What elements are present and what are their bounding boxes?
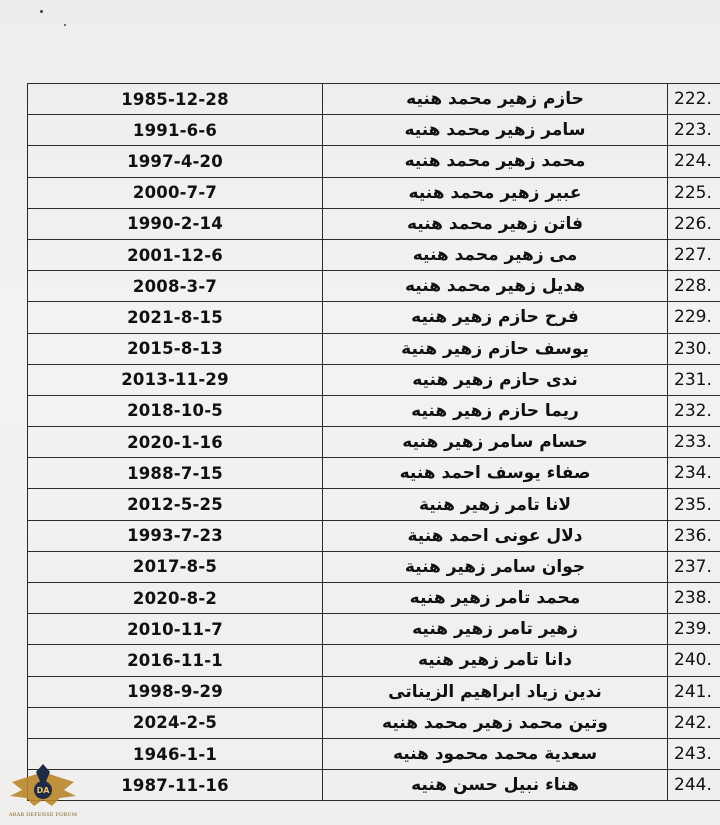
birth-date-cell: 1990-2-14	[28, 208, 323, 239]
full-name-cell: فاتن زهير محمد هنيه	[323, 208, 668, 239]
table-row	[28, 770, 720, 801]
birth-date-cell: 1987-11-16	[28, 770, 323, 801]
row-number-cell: 228.	[668, 271, 720, 302]
row-number-cell: 223.	[668, 115, 720, 146]
row-number-cell: 235.	[668, 489, 720, 520]
full-name-cell: جوان سامر زهير هنية	[323, 551, 668, 582]
row-number-cell: 240.	[668, 645, 720, 676]
table-row	[28, 520, 720, 551]
full-name-cell: صفاء يوسف احمد هنيه	[323, 458, 668, 489]
row-number-cell: 231.	[668, 364, 720, 395]
row-number-cell: 242.	[668, 707, 720, 738]
table-row	[28, 271, 720, 302]
row-number-cell: 226.	[668, 208, 720, 239]
birth-date-cell: 2013-11-29	[28, 364, 323, 395]
table-row	[28, 146, 720, 177]
birth-date-cell: 2015-8-13	[28, 333, 323, 364]
eagle-emblem-icon	[4, 760, 82, 816]
speck-mark	[64, 24, 66, 26]
table-row	[28, 333, 720, 364]
table-row	[28, 208, 720, 239]
row-number-cell: 241.	[668, 676, 720, 707]
row-number-cell: 224.	[668, 146, 720, 177]
table-row	[28, 551, 720, 582]
birth-date-cell: 2021-8-15	[28, 302, 323, 333]
birth-date-cell: 2010-11-7	[28, 614, 323, 645]
full-name-cell: حسام سامر زهير هنيه	[323, 427, 668, 458]
full-name-cell: مى زهير محمد هنيه	[323, 239, 668, 270]
row-number-cell: 239.	[668, 614, 720, 645]
birth-date-cell: 2000-7-7	[28, 177, 323, 208]
full-name-cell: يوسف حازم زهير هنية	[323, 333, 668, 364]
row-number-cell: 243.	[668, 738, 720, 769]
table-row	[28, 84, 720, 115]
full-name-cell: هديل زهير محمد هنيه	[323, 271, 668, 302]
row-number-cell: 222.	[668, 84, 720, 115]
row-number-cell: 233.	[668, 427, 720, 458]
full-name-cell: محمد زهير محمد هنيه	[323, 146, 668, 177]
full-name-cell: محمد تامر زهير هنيه	[323, 583, 668, 614]
row-number-cell: 227.	[668, 239, 720, 270]
names-table-body	[28, 84, 720, 801]
full-name-cell: ندى حازم زهير هنيه	[323, 364, 668, 395]
table-row	[28, 738, 720, 769]
row-number-cell: 232.	[668, 395, 720, 426]
birth-date-cell: 1985-12-28	[28, 84, 323, 115]
row-number-cell: 237.	[668, 551, 720, 582]
watermark-initials: DA	[36, 786, 50, 795]
table-row	[28, 364, 720, 395]
table-row	[28, 115, 720, 146]
table-row	[28, 395, 720, 426]
birth-date-cell: 2020-8-2	[28, 583, 323, 614]
birth-date-cell: 2017-8-5	[28, 551, 323, 582]
full-name-cell: زهير تامر زهير هنيه	[323, 614, 668, 645]
table-row	[28, 177, 720, 208]
row-number-cell: 229.	[668, 302, 720, 333]
table-row	[28, 427, 720, 458]
full-name-cell: فرح حازم زهير هنيه	[323, 302, 668, 333]
full-name-cell: دلال عونى احمد هنية	[323, 520, 668, 551]
table-row	[28, 489, 720, 520]
birth-date-cell: 1993-7-23	[28, 520, 323, 551]
table-row	[28, 707, 720, 738]
table-row	[28, 239, 720, 270]
row-number-cell: 225.	[668, 177, 720, 208]
full-name-cell: دانا تامر زهير هنيه	[323, 645, 668, 676]
birth-date-cell: 2012-5-25	[28, 489, 323, 520]
speck-mark	[40, 10, 43, 13]
birth-date-cell: 1988-7-15	[28, 458, 323, 489]
birth-date-cell: 2024-2-5	[28, 707, 323, 738]
birth-date-cell: 2018-10-5	[28, 395, 323, 426]
row-number-cell: 230.	[668, 333, 720, 364]
forum-watermark-logo	[4, 760, 82, 822]
full-name-cell: سعدية محمد محمود هنيه	[323, 738, 668, 769]
birth-date-cell: 2016-11-1	[28, 645, 323, 676]
birth-date-cell: 1998-9-29	[28, 676, 323, 707]
birth-date-cell: 1991-6-6	[28, 115, 323, 146]
full-name-cell: وتين محمد زهير محمد هنيه	[323, 707, 668, 738]
birth-date-cell: 1946-1-1	[28, 738, 323, 769]
table-row	[28, 645, 720, 676]
full-name-cell: ريما حازم زهير هنيه	[323, 395, 668, 426]
watermark-caption: ARAB DEFENSE FORUM	[8, 812, 78, 818]
birth-date-cell: 2008-3-7	[28, 271, 323, 302]
names-table	[27, 83, 720, 801]
birth-date-cell: 1997-4-20	[28, 146, 323, 177]
full-name-cell: سامر زهير محمد هنيه	[323, 115, 668, 146]
table-row	[28, 614, 720, 645]
table-row	[28, 583, 720, 614]
full-name-cell: عبير زهير محمد هنيه	[323, 177, 668, 208]
table-row	[28, 676, 720, 707]
row-number-cell: 238.	[668, 583, 720, 614]
birth-date-cell: 2020-1-16	[28, 427, 323, 458]
table-row	[28, 458, 720, 489]
full-name-cell: هناء نبيل حسن هنيه	[323, 770, 668, 801]
full-name-cell: لانا تامر زهير هنية	[323, 489, 668, 520]
row-number-cell: 236.	[668, 520, 720, 551]
table-row	[28, 302, 720, 333]
row-number-cell: 244.	[668, 770, 720, 801]
row-number-cell: 234.	[668, 458, 720, 489]
birth-date-cell: 2001-12-6	[28, 239, 323, 270]
full-name-cell: ندين زياد ابراهيم الزيناتى	[323, 676, 668, 707]
full-name-cell: حازم زهير محمد هنيه	[323, 84, 668, 115]
